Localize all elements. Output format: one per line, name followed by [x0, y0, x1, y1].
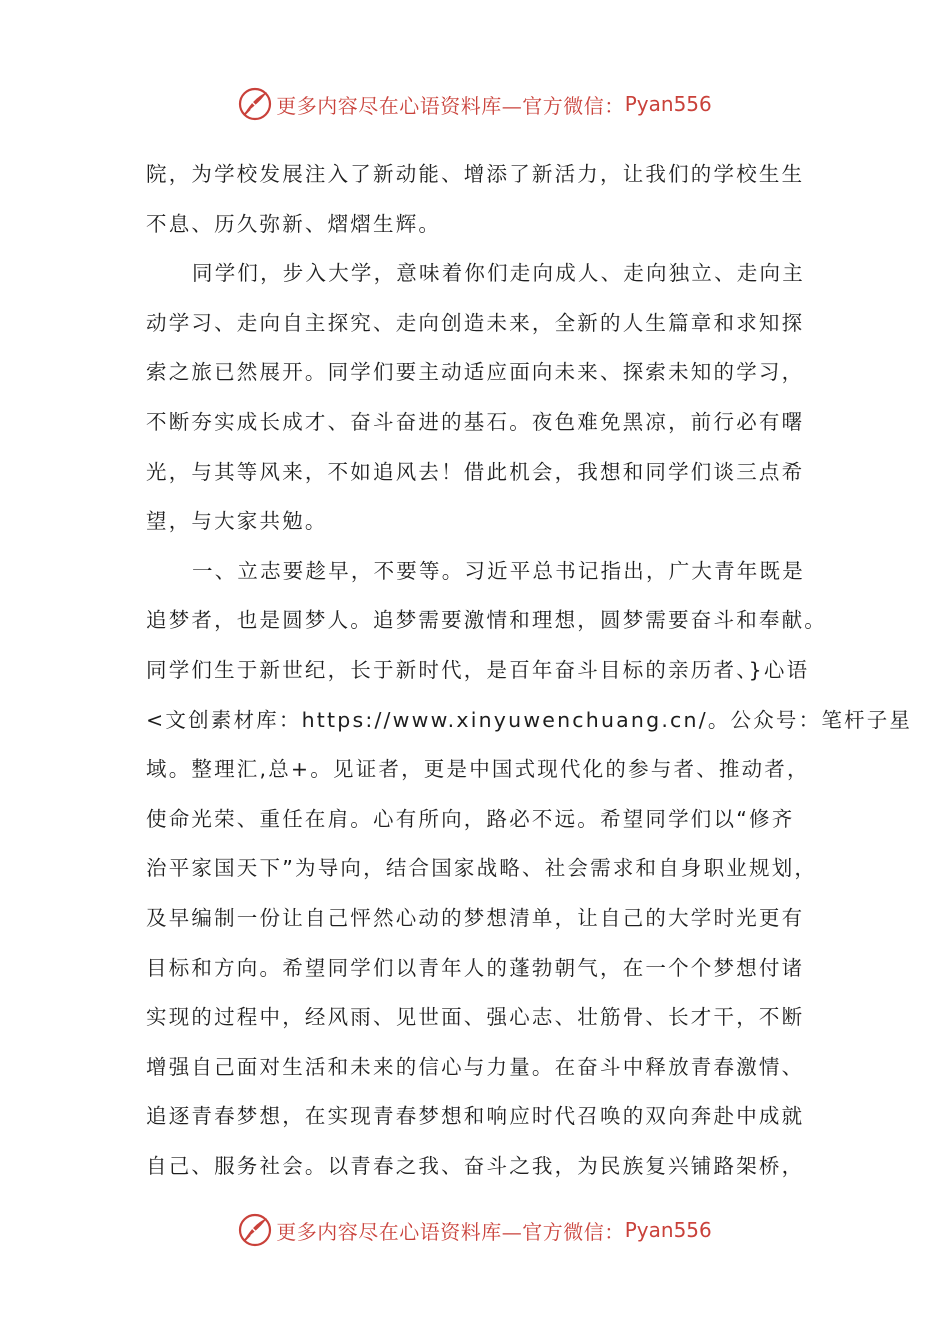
text-line: 不息、历久弥新、熠熠生辉。 — [146, 211, 442, 236]
document-body — [146, 150, 913, 1191]
text-line: 增强自己面对生活和未来的信心与力量。在奋斗中释放青春激情、 — [146, 1054, 805, 1079]
banner-text: 更多内容尽在心语资料库—官方微信： — [276, 93, 625, 118]
quill-logo-icon — [238, 87, 272, 121]
text-line: 望，与大家共勉。 — [146, 509, 328, 534]
text-line: 自己、服务社会。以青春之我、奋斗之我，为民族复兴铺路架桥， — [146, 1153, 805, 1178]
banner-handle: Pyan556 — [624, 92, 712, 116]
text-line: 使命光荣、重任在肩。心有所向，路必不远。希望同学们以“修齐 — [146, 806, 795, 831]
text-line: 光，与其等风来，不如追风去！借此机会，我想和同学们谈三点希 — [146, 459, 805, 484]
text-line: 追逐青春梦想，在实现青春梦想和响应时代召唤的双向奔赴中成就 — [146, 1104, 805, 1129]
footer-banner — [0, 1210, 950, 1250]
banner-handle: Pyan556 — [624, 1218, 712, 1242]
text-line: 域。整理汇,总+。见证者，更是中国式现代化的参与者、推动者， — [146, 757, 810, 782]
text-line: <文创素材库：https://www.xinyuwenchuang.cn/。公众号：笔杆子星 — [146, 707, 913, 732]
text-line: 院，为学校发展注入了新动能、增添了新活力，让我们的学校生生 — [146, 162, 805, 186]
text-line: 及早编制一份让自己怦然心动的梦想清单，让自己的大学时光更有 — [146, 905, 805, 930]
text-line: 目标和方向。希望同学们以青年人的蓬勃朝气，在一个个梦想付诸 — [146, 955, 805, 980]
text-line: 同学们，步入大学，意味着你们走向成人、走向独立、走向主 — [192, 261, 805, 286]
banner-text: 更多内容尽在心语资料库—官方微信： — [276, 1219, 625, 1244]
text-line: 追梦者，也是圆梦人。追梦需要激情和理想，圆梦需要奋斗和奉献。 — [146, 608, 827, 633]
header-banner — [0, 84, 950, 124]
text-line: 同学们生于新世纪，长于新时代，是百年奋斗目标的亲历者、}心语 — [146, 657, 810, 682]
text-line: 动学习、走向自主探究、走向创造未来，全新的人生篇章和求知探 — [146, 310, 805, 335]
quill-logo-icon — [238, 1213, 272, 1247]
text-line: 治平家国天下”为导向，结合国家战略、社会需求和自身职业规划， — [146, 856, 818, 881]
text-line: 一、立志要趁早，不要等。习近平总书记指出，广大青年既是 — [192, 558, 805, 583]
text-line: 索之旅已然展开。同学们要主动适应面向未来、探索未知的学习， — [146, 360, 805, 385]
text-line: 实现的过程中，经风雨、见世面、强心志、壮筋骨、长才干，不断 — [146, 1005, 805, 1030]
text-line: 不断夯实成长成才、奋斗奋进的基石。夜色难免黑凉，前行必有曙 — [146, 409, 805, 434]
